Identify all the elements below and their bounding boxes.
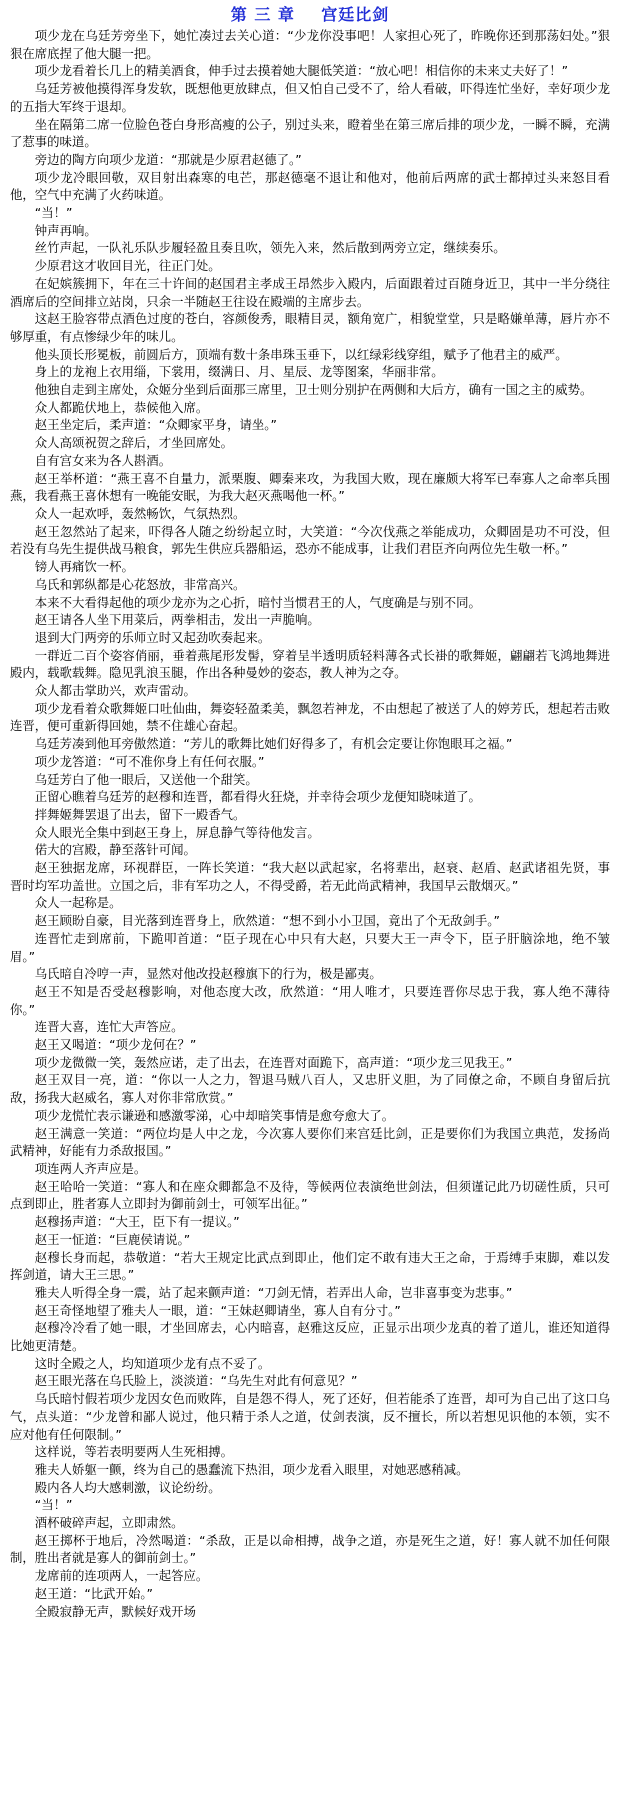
paragraph: 乌廷芳凑到他耳旁傲然道：“芳儿的歌舞比她们好得多了，有机会定要让你饱眼耳之福。” [34,736,513,752]
paragraph: 乌氏暗忖假若项少龙因女色而败阵，自是怨不得人，死了还好，但若能杀了连晋，却可为自己出了这口乌气，点头道：“少龙曾和鄙人说过，他只精于杀人之道，仗剑表演，反不擅长，所以若想见识他的本领，实不应对他有任何限制。” [10,1391,610,1442]
paragraph: 连晋大喜，连忙大声答应。 [34,1019,184,1035]
paragraph: 龙席前的连项两人，一起答应。 [34,1568,209,1584]
paragraph: 赵王坐定后，柔声道：“众卿家平身，请坐。” [34,417,277,433]
paragraph: 赵王顾盼自豪，目光落到连晋身上，欣然道：“想不到小小卫国，竟出了个无敌剑手。” [34,913,500,929]
paragraph: 自有宫女来为各人斟酒。 [34,452,172,468]
paragraph: 雅夫人娇躯一颤，终为自己的愚蠢流下热泪，项少龙看入眼里，对她恶感稍减。 [34,1461,469,1477]
paragraph: 本来不大看得起他的项少龙亦为之心折，暗忖当惯君王的人，气度确是与别不同。 [34,594,481,610]
paragraph: 乌氏暗自冷哼一声，显然对他改投赵穆旗下的行为，极是鄙夷。 [34,966,382,982]
paragraph: 这样说，等若表明要两人生死相搏。 [34,1444,234,1460]
paragraph: 一群近二百个姿容俏丽，垂着燕尾形发髻，穿着呈半透明质轻料薄各式长褂的歌舞姬，翩翩若飞鸿地舞进殿内，载歌载舞。隐见乳浪玉腿，作出各种曼妙的姿态，教人神为之夺。 [10,647,610,681]
paragraph: 他头顶长形冕板，前圆后方，顶端有数十条串珠玉垂下，以红绿彩线穿组，赋予了他君主的威严。 [34,346,568,362]
paragraph: 项少龙冷眼回敬，双目射出森寒的电芒，那赵德毫不退让和他对，他前后两席的武士都掉过头来怒目看他，空气中充满了火药味道。 [10,169,610,203]
paragraph: 项少龙答道：“可不准你身上有任何衣服。” [34,753,265,769]
paragraph: 正留心瞧着乌廷芳的赵穆和连晋，都看得火狂烧，并幸待会项少龙便知晓味道了。 [34,789,481,805]
paragraph: 乌廷芳被他摸得浑身发软，既想他更放肆点，但又怕自己受不了，给人看破，吓得连忙坐好，幸好项少龙的五指大军终于退却。 [10,81,610,114]
paragraph: 赵穆扬声道：“大王，臣下有一提议。” [34,1214,240,1230]
paragraph: 雅夫人听得全身一震，站了起来颤声道：“刀剑无情，若弄出人命，岂非喜事变为悲事。” [34,1284,513,1300]
paragraph: 众人眼光全集中到赵王身上，屏息静气等待他发言。 [34,824,320,840]
paragraph: 乌氏和郭纵都是心花怒放，非常高兴。 [34,576,246,592]
paragraph: 赵王眼光落在乌氏脸上，淡淡道：“乌先生对此有何意见？” [34,1373,358,1389]
paragraph: 乌廷芳白了他一眼后，又送他一个甜笑。 [34,771,258,787]
paragraph: 赵王独据龙席，环视群臣，一阵长笑道：“我大赵以武起家，名将辈出，赵衰、赵盾、赵武诸祖先贤，事晋时均军功盖世。立国之后，非有军功之人，不得受爵，若无此尚武精神，我国早云散烟灭。” [10,860,610,893]
paragraph: 赵王不知是否受赵穆影响，对他态度大改，欣然道：“用人唯才，只要连晋你尽忠于我，寡人绝不薄待你。” [10,983,610,1017]
paragraph: 他独自走到主席处，众姬分坐到后面那三席里，卫士则分别护在两侧和大后方，确有一国之主的威势。 [34,382,593,398]
paragraph: 众人都击掌助兴，欢声雷动。 [34,683,196,699]
paragraph: 身上的龙袍上衣用缁，下裳用，缀满日、月、星辰、龙等图案，华丽非常。 [34,364,444,380]
paragraph: 偌大的宫殿，静至落针可闻。 [34,842,196,858]
paragraph: 赵穆冷冷看了她一眼，才坐回席去，心内暗喜，赵雅这反应，正显示出项少龙真的着了道儿，谁还知道得比她更清楚。 [10,1320,610,1354]
paragraph: 连晋忙走到席前，下跪叩首道：“臣子现在心中只有大赵，只要大王一声令下，臣子肝脑涂地，绝不皱眉。” [10,930,610,964]
paragraph: 退到大门两旁的乐师立时又起劲吹奏起来。 [34,629,271,645]
paragraph: 钟声再响。 [34,222,97,238]
paragraph: 项少龙在乌廷芳旁坐下，她忙凑过去关心道：“少龙你没事吧！人家担心死了，昨晚你还到那荡妇处。”狠狠在席底捏了他大腿一把。 [10,28,610,61]
paragraph: 赵王忽然站了起来，吓得各人随之纷纷起立时，大笑道：“今次伐燕之举能成功，众卿固是功不可没，但若没有乌先生提供战马粮食，郭先生供应兵器船运，恐亦不能成事，让我们君臣齐向两位先生敬一杯。” [10,523,610,557]
chapter-title: 第 三 章 宫廷比剑 [230,5,390,24]
paragraph: 众人一起称是。 [34,895,122,911]
paragraph: 项少龙微微一笑，轰然应诺，走了出去，在连晋对面跪下，高声道：“项少龙三见我王。” [34,1054,513,1070]
paragraph: 镑人再痛饮一杯。 [34,559,134,575]
paragraph: 赵穆长身而起，恭敬道：“若大王规定比武点到即止，他们定不敢有违大王之命，于焉缚手束脚，难以发挥剑道，请大王三思。” [10,1249,610,1283]
paragraph: 赵王举杯道：“燕王喜不自量力，派栗腹、卿秦来攻，为我国大败，现在廉颇大将军已奉寡人之命率兵围燕，我看燕王喜休想有一晚能安眠，为我大赵灭燕喝他一杯。” [10,470,610,504]
paragraph: 殿内各人均大感刺激，议论纷纷。 [34,1479,221,1495]
paragraph: 赵王道：“比武开始。” [34,1585,153,1601]
paragraph: 赵王又喝道：“项少龙何在？” [34,1037,197,1053]
paragraph: 旁边的陶方向项少龙道：“那就是少原君赵德了。” [34,151,302,167]
paragraph: 赵王满意一笑道：“两位均是人中之龙，今次寡人要你们来宫廷比剑，正是要你们为我国立典范，发扬尚武精神，好能有力杀敌报国。” [10,1125,610,1159]
paragraph: 众人高颂祝贺之辞后，才坐回席处。 [34,435,234,451]
paragraph: 项少龙看着长几上的精美酒食，伸手过去摸着她大腿低笑道：“放心吧！相信你的未来丈夫好了！” [34,63,569,79]
paragraph: 少原君这才收回目光，往正门处。 [34,258,221,274]
chapter-body [10,27,610,1620]
paragraph: 众人一起欢呼，轰然畅饮，气氛热烈。 [34,505,246,521]
paragraph: “当！” [34,1497,73,1513]
paragraph: 这赵王脸容带点酒色过度的苍白，容颜俊秀，眼精目灵，额角宽广，相貌堂堂，只是略嫌单薄，唇片亦不够厚重，有点惨绿少年的味儿。 [10,311,610,344]
paragraph: 酒杯破碎声起，立即肃然。 [34,1515,184,1531]
paragraph: 众人都跪伏地上，恭候他入席。 [34,399,209,415]
paragraph: 赵王一怔道：“巨鹿侯请说。” [34,1231,191,1247]
paragraph: 在妃嫔簇拥下，年在三十许间的赵国君主孝成王昂然步入殿内，后面跟着过百随身近卫，其中一半分绕往酒席后的空间排立站岗，只余一半随赵王往设在殿端的主席步去。 [10,275,610,309]
paragraph: 赵王双目一亮，道：“你以一人之力，智退马贼八百人，又忠肝义胆，为了同僚之命，不顾自身留后抗敌，扬我大赵威名，寡人对你非常欣赏。” [10,1072,610,1106]
paragraph: 全殿寂静无声，默候好戏开场 [34,1603,196,1619]
paragraph: 赵王奇怪地望了雅夫人一眼，道：“王妹赵卿请坐，寡人自有分寸。” [34,1302,401,1318]
paragraph: 拌舞姬舞罢退了出去，留下一殿香气。 [34,806,246,822]
paragraph: “当！” [34,205,73,221]
paragraph: 坐在隔第二席一位脸色苍白身形高瘦的公子，别过头来，瞪着坐在第三席后排的项少龙，一瞬不瞬，充满了惹事的味道。 [10,116,610,150]
paragraph: 赵王掷杯于地后，冷然喝道：“杀敌，正是以命相搏，战争之道，亦是死生之道，好！寡人就不加任何限制，胜出者就是寡人的御前剑士。” [10,1532,610,1566]
paragraph: 项少龙看着众歌舞姬口吐仙曲，舞姿轻盈柔美，飘忽若神龙，不由想起了被送了人的婷芳氏，想起若击败连晋，便可重新得回她，禁不住雄心奋起。 [10,700,610,734]
paragraph: 赵王请各人坐下用菜后，两拳相击，发出一声脆响。 [34,612,320,628]
paragraph: 项连两人齐声应是。 [34,1161,147,1176]
paragraph: 丝竹声起，一队礼乐队步履轻盈且奏且吹，领先入来，然后散到两旁立定，继续奏乐。 [34,240,506,256]
paragraph: 项少龙慌忙表示谦逊和感激零涕，心中却暗笑事情是愈夸愈大了。 [34,1107,395,1123]
paragraph: 赵王哈哈一笑道：“寡人和在座众卿都急不及待，等候两位表演绝世剑法，但须谨记此乃切磋性质，只可点到即止，胜者寡人立即封为御前剑士，可领军出征。” [10,1178,610,1212]
paragraph: 这时全殿之人，均知道项少龙有点不妥了。 [34,1355,271,1371]
